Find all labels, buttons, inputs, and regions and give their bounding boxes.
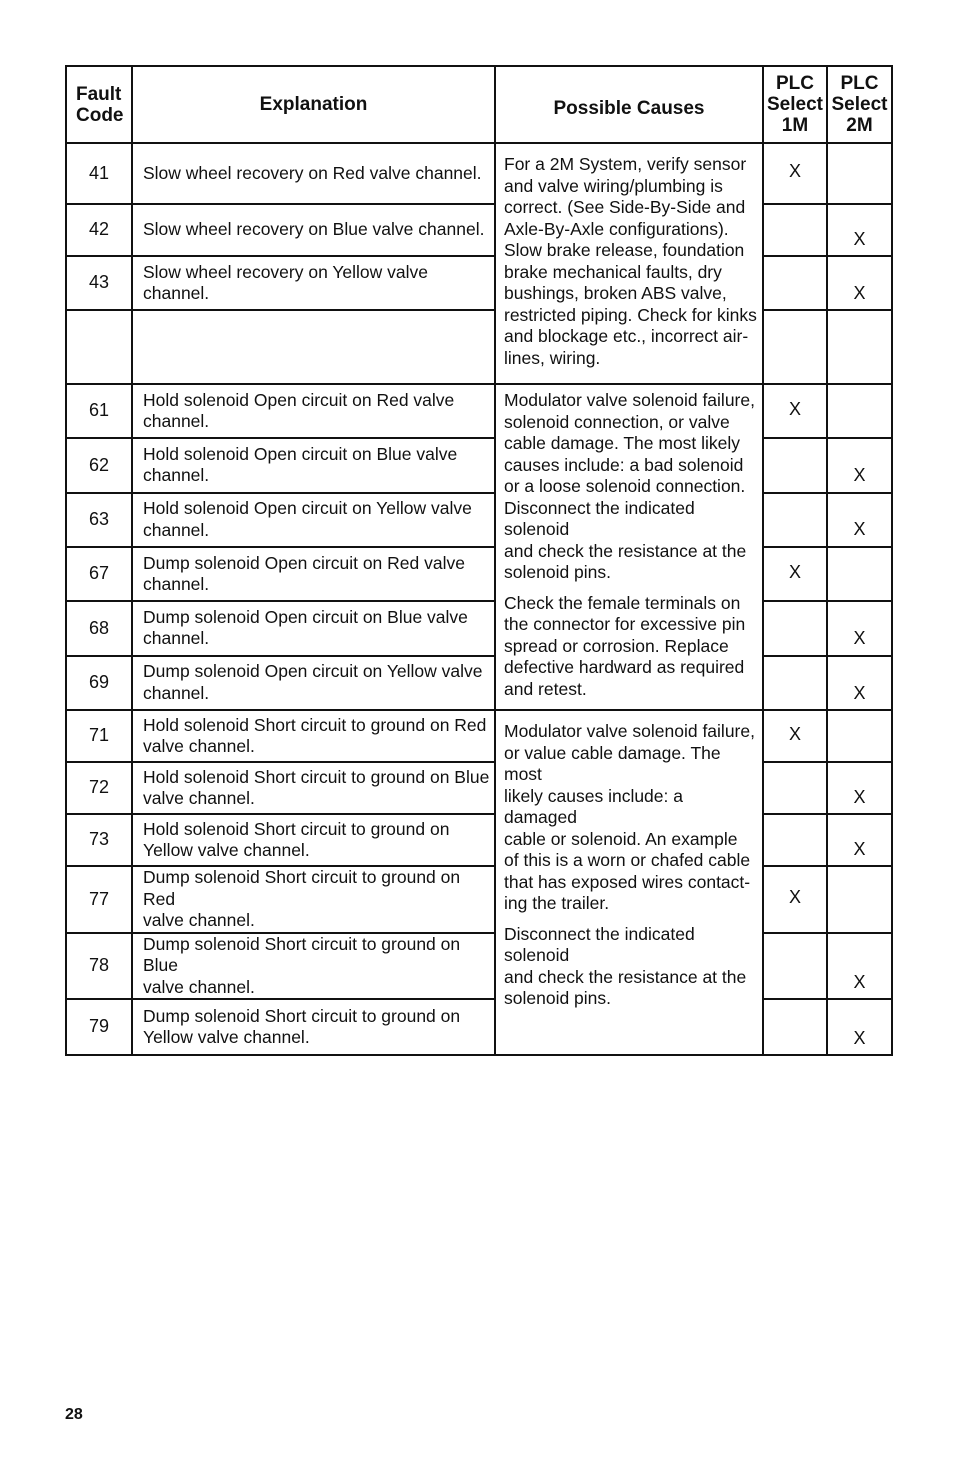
fault-code-cell: 72 [66, 762, 132, 814]
plc-1m-mark [763, 601, 827, 655]
plc-2m-mark: X [827, 933, 892, 1000]
header-plc-select-1m: PLC Select 1M [763, 66, 827, 143]
fault-code-cell: 42 [66, 204, 132, 256]
explanation-cell: Slow wheel recovery on Blue valve channel. [132, 204, 495, 256]
plc-1m-mark [763, 762, 827, 814]
explanation-cell: Hold solenoid Short circuit to ground on Red valve channel. [132, 710, 495, 762]
plc-1m-mark [763, 999, 827, 1055]
plc-2m-mark [827, 384, 892, 438]
causes-paragraph: For a 2M System, verify sensor and valve wiring/plumbing is correct. (See Side-By-Side and Axle-By-Axle configurations). Slow brake release, foundation brake mechanical faults, dry bushings, broken ABS valve, restricted piping. Check for kinks and blockage etc., incorrect air- lines, wiring. [504, 154, 757, 368]
fault-code-cell: 63 [66, 493, 132, 547]
plc-1m-mark: X [763, 384, 827, 438]
plc-2m-mark: X [827, 438, 892, 492]
possible-causes-cell [495, 384, 763, 710]
table-row [66, 866, 892, 933]
table-row [66, 710, 892, 762]
explanation-cell: Slow wheel recovery on Red valve channel. [132, 143, 495, 204]
plc-1m-mark [763, 204, 827, 256]
plc-1m-mark [763, 493, 827, 547]
plc-1m-mark [763, 438, 827, 492]
plc-1m-mark [763, 656, 827, 710]
fault-code-cell: 67 [66, 547, 132, 601]
causes-paragraph: Modulator valve solenoid failure, solenoid connection, or valve cable damage. The most likely causes include: a bad solenoid or a loose solenoid connection. Disconnect the indicated solenoid and check the resistance at the solenoid pins. [504, 390, 755, 582]
table-row [66, 493, 892, 547]
explanation-cell: Dump solenoid Short circuit to ground on Yellow valve channel. [132, 999, 495, 1055]
table-row [66, 762, 892, 814]
plc-2m-mark: X [827, 814, 892, 866]
plc-2m-mark [827, 866, 892, 933]
causes-paragraph: Modulator valve solenoid failure, or value cable damage. The most likely causes include: a damaged cable or solenoid. An example of this is a worn or chafed cable that has exposed wires contact- ing the trailer. [504, 721, 755, 913]
plc-1m-mark [763, 256, 827, 310]
header-row [66, 66, 892, 143]
plc-2m-mark: X [827, 493, 892, 547]
explanation-cell: Dump solenoid Short circuit to ground on Red valve channel. [132, 866, 495, 933]
plc-2m-mark [827, 310, 892, 384]
explanation-cell: Dump solenoid Open circuit on Yellow valve channel. [132, 656, 495, 710]
plc-1m-mark [763, 814, 827, 866]
table-row [66, 204, 892, 256]
plc-2m-mark: X [827, 204, 892, 256]
plc-2m-mark: X [827, 762, 892, 814]
plc-1m-mark: X [763, 710, 827, 762]
explanation-cell: Hold solenoid Short circuit to ground on Yellow valve channel. [132, 814, 495, 866]
header-plc-select-2m: PLC Select 2M [827, 66, 892, 143]
explanation-cell: Hold solenoid Open circuit on Blue valve channel. [132, 438, 495, 492]
table-row [66, 814, 892, 866]
fault-code-cell: 71 [66, 710, 132, 762]
table-row [66, 310, 892, 384]
fault-code-cell: 77 [66, 866, 132, 933]
fault-code-table [65, 65, 893, 1056]
plc-1m-mark [763, 310, 827, 384]
explanation-cell: Dump solenoid Short circuit to ground on Blue valve channel. [132, 933, 495, 1000]
causes-paragraph: Check the female terminals on the connector for excessive pin spread or corrosion. Replace defective hardward as required and retest. [504, 592, 746, 699]
causes-paragraph: Disconnect the indicated solenoid and check the resistance at the solenoid pins. [504, 923, 747, 1008]
plc-1m-mark: X [763, 866, 827, 933]
fault-code-cell: 61 [66, 384, 132, 438]
fault-code-cell: 41 [66, 143, 132, 204]
fault-code-cell: 69 [66, 656, 132, 710]
possible-causes-cell [495, 710, 763, 1055]
plc-2m-mark: X [827, 656, 892, 710]
plc-1m-mark: X [763, 143, 827, 204]
header-possible-causes: Possible Causes [495, 66, 763, 143]
explanation-cell: Hold solenoid Short circuit to ground on Blue valve channel. [132, 762, 495, 814]
table-row [66, 601, 892, 655]
plc-2m-mark: X [827, 256, 892, 310]
explanation-cell: Slow wheel recovery on Yellow valve channel. [132, 256, 495, 310]
plc-2m-mark [827, 143, 892, 204]
plc-1m-mark [763, 933, 827, 1000]
plc-2m-mark [827, 710, 892, 762]
page-number: 28 [65, 1406, 83, 1423]
plc-2m-mark [827, 547, 892, 601]
plc-1m-mark: X [763, 547, 827, 601]
table-row [66, 656, 892, 710]
header-explanation: Explanation [132, 66, 495, 143]
table-row [66, 933, 892, 1000]
fault-code-cell: 78 [66, 933, 132, 1000]
table-row [66, 384, 892, 438]
explanation-cell: Hold solenoid Open circuit on Red valve channel. [132, 384, 495, 438]
explanation-cell: Dump solenoid Open circuit on Blue valve channel. [132, 601, 495, 655]
table-row [66, 438, 892, 492]
fault-code-cell: 62 [66, 438, 132, 492]
possible-causes-cell [495, 143, 763, 384]
explanation-cell: Hold solenoid Open circuit on Yellow valve channel. [132, 493, 495, 547]
table-row [66, 547, 892, 601]
table-row [66, 143, 892, 204]
header-fault-code: Fault Code [66, 66, 132, 143]
fault-code-cell: 73 [66, 814, 132, 866]
plc-2m-mark: X [827, 999, 892, 1055]
fault-code-cell: 79 [66, 999, 132, 1055]
explanation-cell: Dump solenoid Open circuit on Red valve channel. [132, 547, 495, 601]
explanation-cell [132, 310, 495, 384]
fault-code-cell: 68 [66, 601, 132, 655]
fault-code-cell: 43 [66, 256, 132, 310]
fault-code-cell [66, 310, 132, 384]
table-row [66, 256, 892, 310]
table-row [66, 999, 892, 1055]
plc-2m-mark: X [827, 601, 892, 655]
